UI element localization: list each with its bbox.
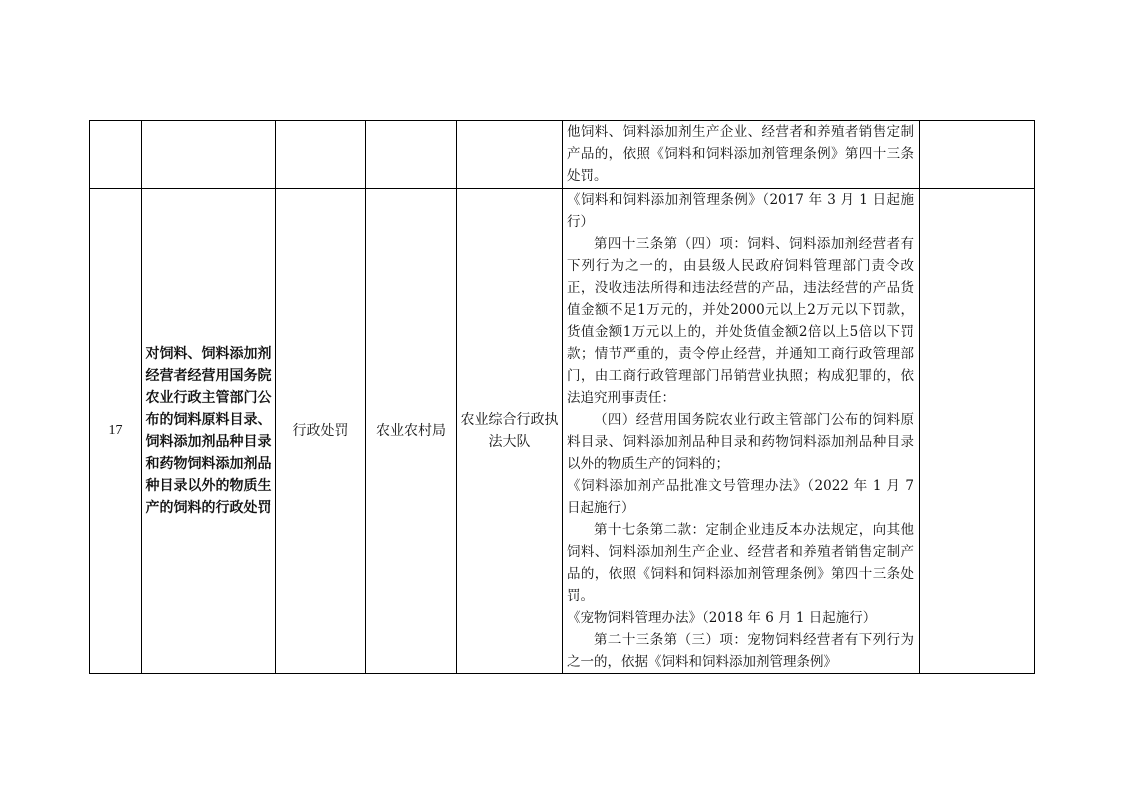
cell-item-name: 对饲料、饲料添加剂经营者经营用国务院农业行政主管部门公布的饲料原料目录、饲料添加剂品种目录和药物饲料添加剂品种目录以外的物质生产的饲料的行政处罚	[142, 189, 276, 674]
enforcement-items-table	[89, 120, 1035, 674]
basis-law-2-article: 第十七条第二款：定制企业违反本办法规定，向其他饲料、饲料添加剂生产企业、经营者和养殖者销售定制产品的，依照《饲料和饲料添加剂管理条例》第四十三条处罚。	[567, 522, 914, 604]
cell-remark	[920, 121, 1035, 189]
basis-law-1-item: （四）经营用国务院农业行政主管部门公布的饲料原料目录、饲料添加剂品种目录和药物饲料添加剂品种目录以外的物质生产的饲料的；	[567, 412, 914, 472]
basis-law-3-article: 第二十三条第（三）项：宠物饲料经营者有下列行为之一的，依据《饲料和饲料添加剂管理条例》	[567, 632, 914, 670]
cell-remark	[920, 189, 1035, 674]
cell-item-name	[142, 121, 276, 189]
basis-law-2-title: 《饲料添加剂产品批准文号管理办法》（2022 年 1 月 7 日起施行）	[567, 478, 914, 516]
cell-seq: 17	[90, 189, 142, 674]
cell-enforcement-unit: 农业综合行政执法大队	[457, 189, 563, 674]
cell-legal-basis	[563, 189, 920, 674]
table-row-continued	[90, 121, 1035, 189]
basis-law-3-title: 《宠物饲料管理办法》（2018 年 6 月 1 日起施行）	[567, 610, 877, 626]
basis-law-1-title: 《饲料和饲料添加剂管理条例》（2017 年 3 月 1 日起施行）	[567, 192, 914, 230]
cell-category: 行政处罚	[276, 189, 366, 674]
basis-text: 他饲料、饲料添加剂生产企业、经营者和养殖者销售定制产品的，依照《饲料和饲料添加剂管理条例》第四十三条处罚。	[567, 124, 914, 184]
cell-category	[276, 121, 366, 189]
cell-seq	[90, 121, 142, 189]
basis-law-1-article: 第四十三条第（四）项：饲料、饲料添加剂经营者有下列行为之一的，由县级人民政府饲料管理部门责令改正，没收违法所得和违法经营的产品，违法经营的产品货值金额不足1万元的，并处2000元以上2万元以下罚款，货值金额1万元以上的，并处货值金额2倍以上5倍以下罚款；情节严重的，责令停止经营，并通知工商行政管理部门，由工商行政管理部门吊销营业执照；构成犯罪的，依法追究刑事责任：	[567, 236, 914, 406]
cell-department	[366, 121, 457, 189]
cell-department: 农业农村局	[366, 189, 457, 674]
table-row-17	[90, 189, 1035, 674]
cell-enforcement-unit	[457, 121, 563, 189]
cell-legal-basis	[563, 121, 920, 189]
